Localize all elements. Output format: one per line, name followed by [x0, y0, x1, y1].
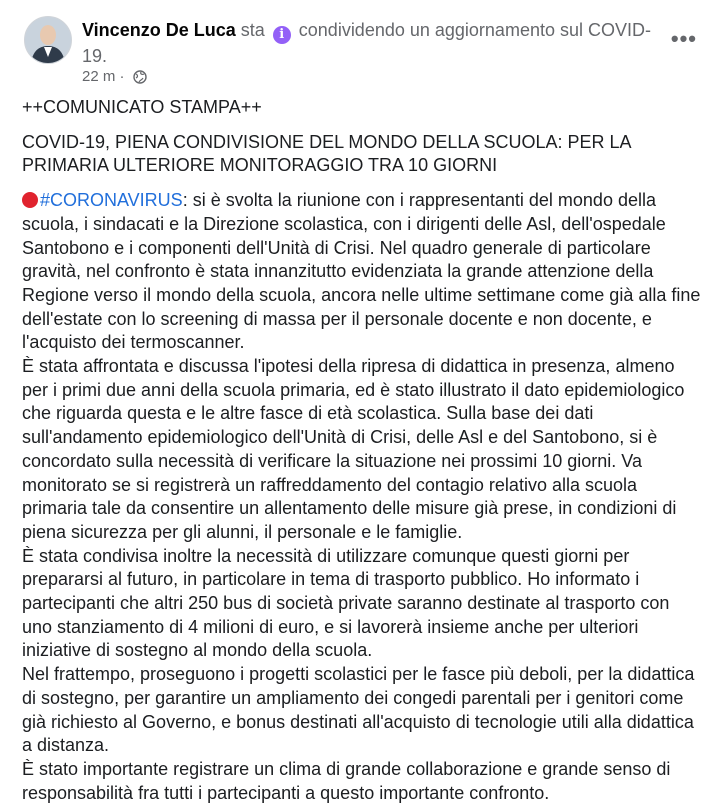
author-name[interactable]: Vincenzo De Luca [82, 20, 236, 40]
paragraph-3: È stata condivisa inoltre la necessità di utilizzare comunque questi giorni per prepararsi al futuro, in particolare in tema di trasporto pubblico. Ho informato i partecipanti che altri 250 bus di società private saranno destinate al trasporto con uno stanziamento di 4 milioni di euro, e si lavorerà insieme anche per ulteriori iniziative di sostegno al mondo della scuola. [22, 545, 670, 661]
paragraph-1 [22, 189, 702, 355]
post-body [22, 96, 702, 805]
red-circle-icon [22, 192, 38, 208]
paragraph-4: Nel frattempo, proseguono i progetti scolastici per le fasce più deboli, per la didattica di sostegno, per garantire un ampliamento dei congedi parentali per i genitori come già richiesto al Governo, e bonus destinati all'acquisto di tecnologie utili alla didattica a distanza. [22, 664, 695, 756]
post-header [24, 16, 703, 92]
post-title: COVID-19, PIENA CONDIVISIONE DEL MONDO DELLA SCUOLA: PER LA PRIMARIA ULTERIORE MONITORAGGIO TRA 10 GIORNI [22, 131, 631, 176]
more-options-icon[interactable]: ••• [670, 26, 697, 51]
avatar-image [25, 17, 71, 63]
paragraph-2: È stata affrontata e discussa l'ipotesi della ripresa di didattica in presenza, almeno per i primi due anni della scuola primaria, ed è stato illustrato il dato epidemiologico che riguarda questa e le altre fasce di età scolastica. Sulla base dei dati sull'andamento epidemiologico dell'Unità di Crisi, delle Asl e del Santobono, si è concordato sulla necessità di verificare la situazione nei prossimi 10 giorni. Va monitorato se si registrerà un raffreddamento del contagio relativo alla scuola primaria tale da consentire un allentamento delle misure già prese, in condizioni di piena sicurezza per gli alunni, il personale e le famiglie. [22, 356, 685, 542]
paragraph-5: È stato importante registrare un clima di grande collaborazione e grande senso di responsabilità fra tutti i partecipanti a questo importante confronto. [22, 758, 671, 803]
activity-status: condividendo un aggiornamento sul COVID-19. [82, 20, 651, 66]
author-avatar[interactable] [24, 16, 72, 64]
meta-separator: · [119, 68, 125, 85]
post-timestamp[interactable]: 22 m [82, 68, 116, 85]
hashtag-link[interactable]: #CORONAVIRUS [40, 190, 183, 211]
activity-verb: sta [240, 20, 265, 40]
press-release-headline: ++COMUNICATO STAMPA++ [22, 97, 262, 117]
info-activity-icon: i [273, 26, 291, 44]
post-meta [82, 68, 147, 88]
public-globe-icon [133, 70, 147, 88]
post-title-line [82, 18, 662, 68]
paragraph-1-text: : si è svolta la riunione con i rappresentanti del mondo della scuola, i sindacati e la Direzione scolastica, con i dirigenti delle Asl, dell'ospedale Santobono e i componenti dell'Unità di Crisi. Nel quadro generale di particolare gravità, nel confronto è stata innanzitutto evidenziata la grande attenzione della Regione verso il mondo della scuola, ancora nelle ultime settimane come già alla fine dell'estate con lo screening di massa per il personale docente e non docente, e l'acquisto dei termoscanner. [22, 190, 701, 353]
